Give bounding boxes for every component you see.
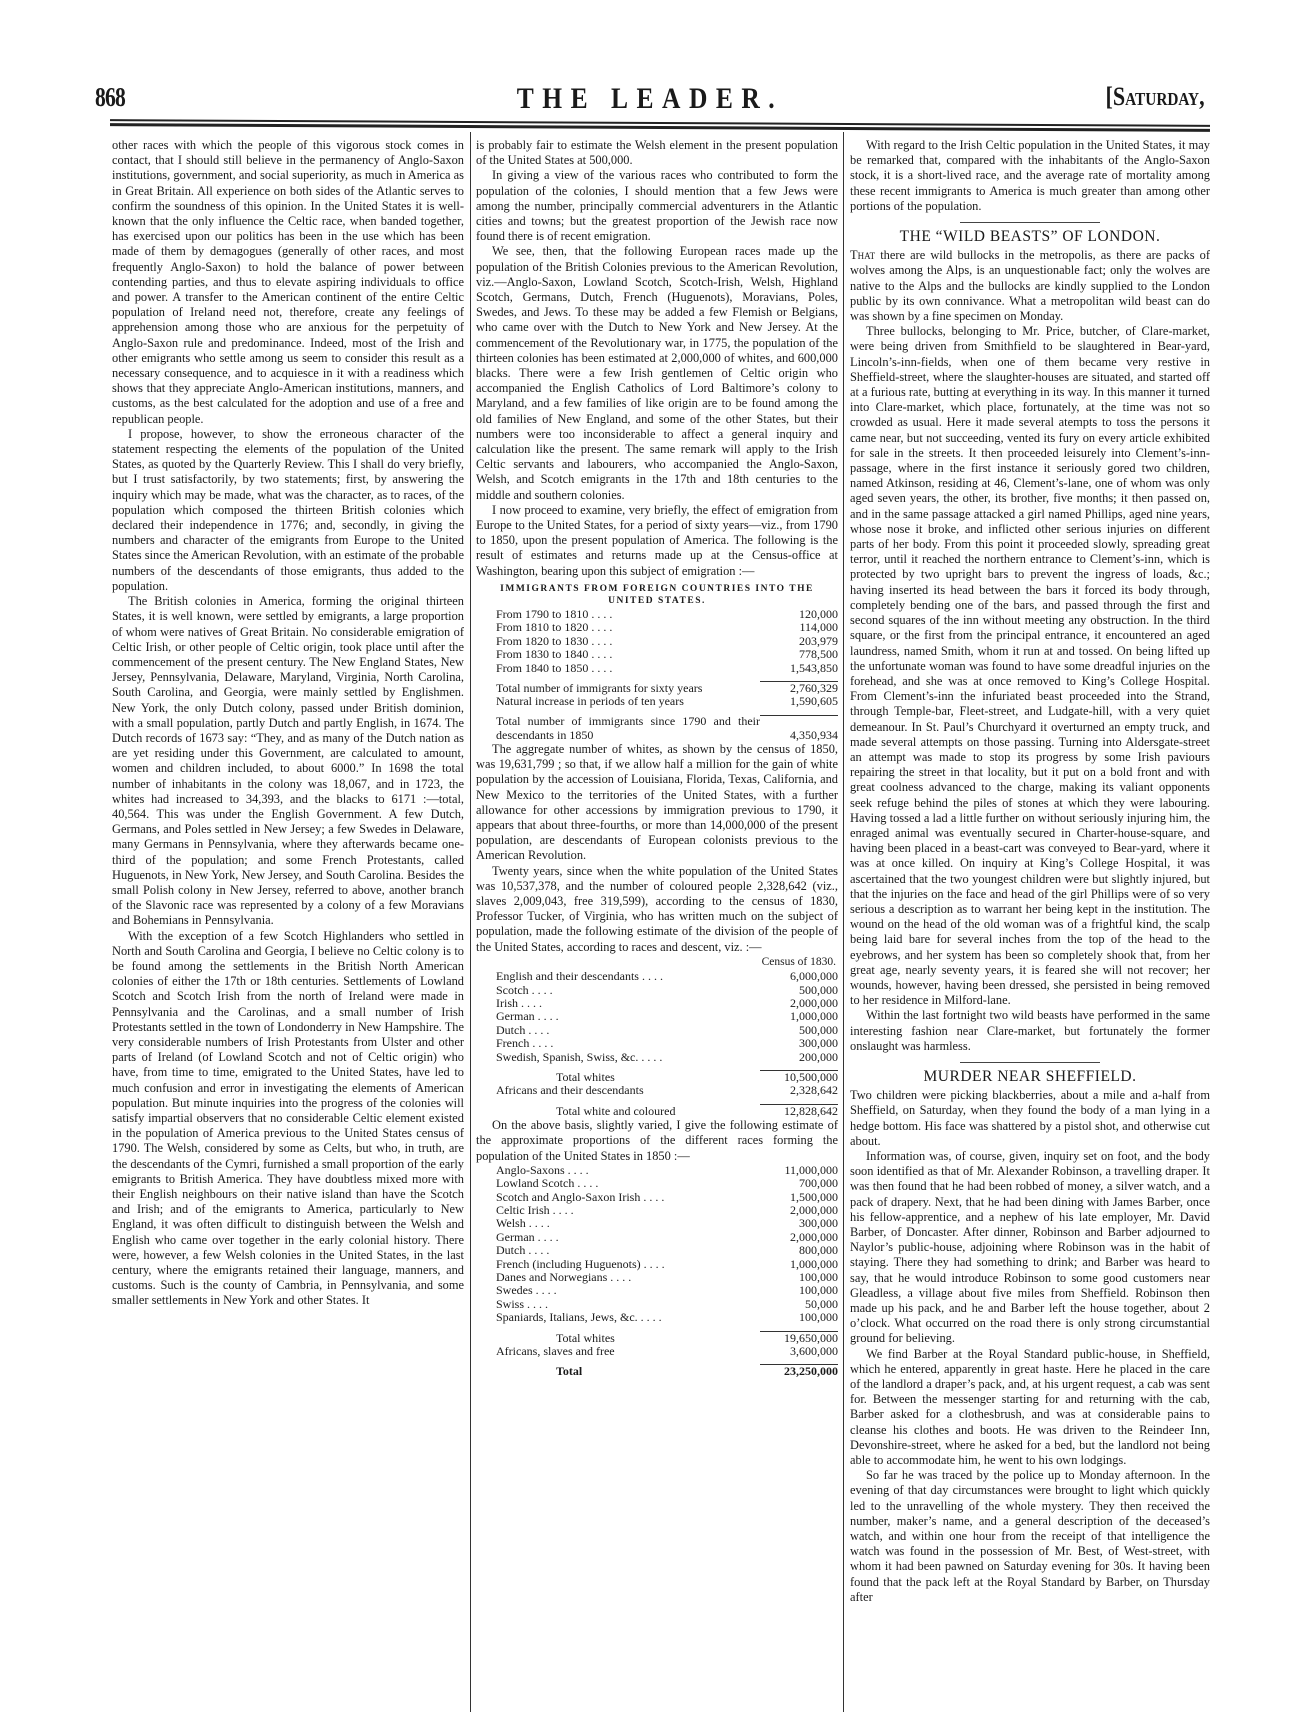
table-row (476, 608, 838, 621)
table-label: French (including Huguenots) . . . . (496, 1256, 665, 1271)
table-value: 4,350,934 (760, 715, 838, 742)
table-value: 2,328,642 (790, 1083, 838, 1098)
masthead (95, 82, 1205, 118)
estimate-1850-table (476, 1164, 838, 1379)
paragraph: With the exception of a few Scotch Highlanders who settled in North and South Carolina and Georgia, I believe no Celtic colony is to be found among the settlements in the British North American colonies of either the 17th or 18th centuries. Settlements of Lowland Scotch and Scotch Irish from the north of Ireland were made in Pennsylvania and the Carolinas, and a small number of Irish Protestants settled in the town of Londonderry in New Hampshire. The very considerable numbers of Irish Protestants from Ulster and other parts of Ireland (of Lowland Scotch and not of Celtic origin) who have, from time to time, emigrated to the United States, have led to much confusion and error in investigating the elements of American population. But minute inquiries into the progress of the colonies will satisfy impartial observers that no considerable Celtic element existed in the population of America previous to the United States census of 1790. The Welsh, considered by some as Celts, but who, in truth, are the descendants of the Cymri, furnished a small proportion of the early emigrants to British America. They have doubtless mixed more with their English neighbours on their native island than have the Scotch and Irish; and of the emigrants to America, particularly to New England, it was often difficult to distinguish between the Welsh and English who came over together in the early colonial history. There were, however, a few Welsh colonies in the United States, in the last century, where the emigrants retained their language, manners, and customs. Such is the county of Cambria, in Pennsylvania, and some smaller settlements in New York and other States. It (112, 928, 464, 1308)
paragraph: Twenty years, since when the white population of the United States was 10,537,378, and the number of coloured people 2,328,642 (viz., slaves 2,009,043, free 319,599), according to the census of 1830, Professor Tucker, of Virginia, who has written much on the subject of population, made the following estimate of the division of the people of the United States, according to races and descent, viz. :— (476, 863, 838, 954)
paragraph: In giving a view of the various races who contributed to form the population of the colonies, I should mention that a few Jews were among the number, principally commercial adventurers in the Atlantic cities and towns; but the greatest proportion of the Jewish race now found there is of recent emigration. (476, 168, 838, 244)
paragraph: Within the last fortnight two wild beasts have performed in the same interesting fashion near Clare-market, but fortunately the former onslaught was harmless. (850, 1008, 1210, 1053)
paragraph: With regard to the Irish Celtic population in the United States, it may be remarked that, compared with the inhabitants of the Anglo-Saxon stock, it is a short-lived race, and the average rate of mortality among these recent immigrants to America is much greater than among other portions of the population. (850, 138, 1210, 213)
table-label: Spaniards, Italians, Jews, &c. . . . . (496, 1310, 662, 1325)
table-label: Dutch . . . . (496, 1022, 550, 1037)
article-headline: THE “WILD BEASTS” OF LONDON. (899, 228, 1161, 246)
table-label: Scotch . . . . (496, 982, 553, 997)
table-row (476, 970, 838, 983)
table-value: 300,000 (799, 1036, 838, 1051)
paragraph: The aggregate number of whites, as shown by the census of 1850, was 19,631,799 ; so that, if we allow half a million for the gain of white population by the accession of Louisiana, Florida, Texas, California, and New Mexico to the territories of the United States, with a further allowance for other accessions by immigration previous to 1790, it appears that about three-fourths, or more than 14,000,000 of the present population, are descendants of European colonists previous to the American Revolution. (476, 742, 838, 863)
table-row (476, 1051, 838, 1064)
table-label: Irish . . . . (496, 995, 542, 1010)
table-value: 23,250,000 (760, 1365, 838, 1379)
table-label: Lowland Scotch . . . . (496, 1176, 599, 1191)
newspaper-title: THE LEADER. (516, 82, 784, 115)
paragraph: I now proceed to examine, very briefly, the effect of emigration from Europe to the United States, for a period of sixty years—viz., from 1790 to 1850, upon the present population of America. The following is the result of estimates and returns made up at the Census-office at Washington, bearing upon this subject of emigration :— (476, 502, 838, 578)
table-label: Total white and coloured (556, 1103, 676, 1118)
table-value: 50,000 (805, 1296, 838, 1311)
table-row (476, 635, 838, 648)
table-value: 100,000 (799, 1283, 838, 1298)
table-row (476, 1164, 838, 1177)
table-label: German . . . . (496, 1009, 559, 1024)
table-label: Scotch and Anglo-Saxon Irish . . . . (496, 1189, 665, 1204)
table-value: 1,000,000 (790, 1256, 838, 1271)
table-row (476, 1311, 838, 1324)
column-divider (470, 132, 471, 1712)
article-headline: MURDER NEAR SHEFFIELD. (923, 1067, 1137, 1085)
paragraph: We see, then, that the following European races made up the population of the British Colonies previous to the American Revolution, viz.—Anglo-Saxon, Lowland Scotch, Scotch-Irish, Welsh, Highland Scotch, Germans, Dutch, French (Huguenots), Moravians, Poles, Swedes, and Jews. To these may be added a few Flemish or Belgians, who came over with the Dutch to New York and New Jersey. At the commencement of the Revolutionary war, in 1775, the population of the thirteen colonies has been estimated at 2,000,000 of whites, and 600,000 blacks. There were a few Irish gentlemen of Celtic origin who accompanied the English Catholics of Lord Baltimore’s colony to Maryland, and a few families of like origin are to be found among the old families of New England, and some of the other States, but their numbers were too inconsiderable to affect a general inquiry and calculation like the present. The same remark will apply to the Irish Celtic servants and labourers, who accompanied the Anglo-Saxon, Welsh, and Scotch emigrants in the 17th and 18th centuries to the middle and southern colonies. (476, 244, 838, 502)
table-row (476, 984, 838, 997)
table-label: Anglo-Saxons . . . . (496, 1162, 589, 1177)
table-value: 500,000 (799, 1022, 838, 1037)
masthead-rule (110, 119, 1210, 132)
table-row (476, 1217, 838, 1230)
section-divider (960, 1062, 1100, 1063)
table-label: From 1840 to 1850 . . . . (496, 660, 613, 675)
paragraph: Three bullocks, belonging to Mr. Price, butcher, of Clare-market, were being driven from Smithfield to be slaughtered in Bear-yard, Lincoln’s-inn-fields, when one of them became very restive in Sheffield-street, where the slaughter-houses are situated, and started off at a furious rate, butting at everything in its way. In this manner it turned into Clare-market, which place, fortunately, at the time was not so crowded as usual. Here it made several atempts to toss the persons it came near, but not succeeding, vented its fury on every article exhibited for sale in the streets. It then proceeded leisurely into Clement’s-inn-passage, where in the first instance it seriously gored two children, named Atkinson, residing at 46, Clement’s-lane, one of whom was only aged seven years, the other, its brother, five months; it then passed on, and in the same passage attacked a girl named Phillips, aged nine years, whose nose it broke, and inflicted other serious injuries on different parts of her body. From this point it proceeded slowly, spreading great terror, until it reached the northern entrance to Clement’s-inn, which is protected by two upright bars to prevent the ingress of loads, &c.; having inserted its head between the bars it forced its body through, completely bending one of the bars, and passed through the first and second squares of the inn without meeting any obstruction. In the third square, or the first from the principal entrance, it encountered an aged laundress, named Smith, whom it run at and tossed. On being lifted up the unfortunate woman was found to have some dreadful injuries on the forehead, and she was at once removed to King’s College Hospital. From Clement’s-inn the infuriated beast proceeded into the Strand, through Temple-bar, Fleet-street, and Ludgate-hill, with a very quiet demeanour. In St. Paul’s Churchyard it overturned an empty truck, and made several attempts on those passing. Turning into Aldersgate-street an attempt was made to stop its progress by some Irish paviours repairing the street in that locality, but it put on a bold front and with great coolness advanced to the charge, making its valiant opponents seek refuge behind the piles of stones at which they were labouring. Having tossed a lad a little further on without seriously injuring him, the enraged animal was eventually secured in Charter-house-square, and having been placed in a beast-cart was conveyed to Bear-yard, where it was at once killed. On inquiry at King’s College Hospital, it was ascertained that the two youngest children were but slightly injured, but that the injuries on the face and head of the girl Phillips were of so very serious a description as to warrant her being kept in the institution. The wound on the head of the old woman was of a frightful kind, the scalp being laid bare for several inches from the top of the head to the eyebrows, and her system has been so completely shook that, from her great age, nearly seventy years, it is feared she will not recover; her wounds, however, having been dressed, she persisted in being removed to her residence in Milford-lane. (850, 324, 1210, 1008)
table-label: Welsh . . . . (496, 1216, 550, 1231)
page-number: 868 (95, 82, 125, 112)
table-value: 300,000 (799, 1216, 838, 1231)
table-row (476, 621, 838, 634)
paragraph: That there are wild bullocks in the metropolis, as there are packs of wolves among the Alps, is an unquestionable fact; only the wolves are native to the Alps and the bullocks are kindly supplied to the London public by its own connivance. What a metropolitan wild beast can do was shown by a fine specimen on Monday. (850, 248, 1210, 324)
table-row (476, 1024, 838, 1037)
table-label: English and their descendants . . . . (496, 969, 663, 984)
table-value: 203,979 (799, 633, 838, 648)
table-value: 11,000,000 (784, 1162, 838, 1177)
table-value: 778,500 (799, 647, 838, 662)
table-label: Total number of immigrants since 1790 and their descendants in 1850 (496, 714, 760, 742)
table-label: French . . . . (496, 1036, 554, 1051)
table-row (476, 1244, 838, 1257)
column-divider (843, 132, 844, 1712)
table-row (476, 1010, 838, 1023)
census-1830-table (476, 970, 838, 1118)
table-label: Celtic Irish . . . . (496, 1202, 574, 1217)
table-value: 100,000 (799, 1310, 838, 1325)
table-value: 12,828,642 (760, 1104, 838, 1118)
table-value: 1,590,605 (790, 694, 838, 709)
column-3 (850, 138, 1210, 1605)
table-label: Total whites (556, 1330, 615, 1345)
table-label: Swedes . . . . (496, 1283, 557, 1298)
paragraph: Two children were picking blackberries, about a mile and a-half from Sheffield, on Saturday, when they found the body of a man lying in a hedge bottom. His face was shattered by a pistol shot, and otherwise cut about. (850, 1088, 1210, 1148)
table-value: 2,000,000 (790, 995, 838, 1010)
table-label: Africans, slaves and free (496, 1344, 615, 1359)
table-label: Swedish, Spanish, Swiss, &c. . . . . (496, 1049, 663, 1064)
table-row (476, 1258, 838, 1271)
table-row (476, 662, 838, 675)
census-1830-header: Census of 1830. (761, 955, 836, 968)
paragraph: On the above basis, slightly varied, I give the following estimate of the approximate proportions of the different races forming the population of the United States in 1850 :— (476, 1118, 838, 1163)
immigration-table-title: IMMIGRANTS FROM FOREIGN COUNTRIES INTO THE UNITED STATES. (500, 583, 814, 606)
table-row (476, 1271, 838, 1284)
table-label: From 1820 to 1830 . . . . (496, 633, 613, 648)
table-label: Total whites (556, 1069, 615, 1084)
table-value: 2,000,000 (790, 1229, 838, 1244)
table-label: Swiss . . . . (496, 1296, 549, 1311)
paragraph: The British colonies in America, forming the original thirteen States, it is well known, were settled by emigrants, a large proportion of whom were natives of Great Britain. No considerable emigration of Celtic Irish, or other people of Celtic origin, took place until after the commencement of the present century. The New England States, New Jersey, Pennsylvania, Delaware, Maryland, Virginia, North Carolina, South Carolina, and Georgia, were mainly settled by Englishmen. New York, the only Dutch colony, passed under British dominion, with a small population, partly Dutch and partly English, in 1674. The Dutch records of 1673 say: “They, and as many of the Dutch nation as are yet residing under this Government, are calculated to amount, women and children included, to about 6000.” In 1698 the total number of inhabitants in the colony was 18,067, and in 1723, the whites had increased to 34,393, and the blacks to 6171 :—total, 40,564. This was under the English Government. A few Dutch, Germans, and Poles settled in New Jersey; a few Swedes in Delaware, many Germans in Pennsylvania, where they afterwards became one-third of the population; and some French Protestants, called Huguenots, in New York, New Jersey, and South Carolina. Besides the small Polish colony in New Jersey, referred to above, another branch of the Slavonic race was represented by a colony of a few Moravians and Bohemians in Pennsylvania. (112, 594, 464, 928)
table-value: 3,600,000 (790, 1344, 838, 1359)
table-value: 2,000,000 (790, 1202, 838, 1217)
table-value: 1,543,850 (790, 660, 838, 675)
table-label: German . . . . (496, 1229, 559, 1244)
table-label: From 1810 to 1820 . . . . (496, 620, 613, 635)
table-label: Dutch . . . . (496, 1243, 550, 1258)
table-value: 1,500,000 (790, 1189, 838, 1204)
table-row (476, 1191, 838, 1204)
table-label: Africans and their descendants (496, 1083, 644, 1098)
paragraph: So far he was traced by the police up to Monday afternoon. In the evening of that day circumstances were brought to light which quickly led to the unravelling of the whole mystery. They then received the number, maker’s name, and a general description of the deceased’s watch, and within one hour from the receipt of that intelligence the watch was found in the possession of Mr. Best, of West-street, with whom it had been pawned on Saturday evening for 30s. It having been found that the pack left at the Royal Standard by Barber, on Thursday after (850, 1468, 1210, 1604)
paragraph: Information was, of course, given, inquiry set on foot, and the body soon identified as that of Mr. Alexander Robinson, a travelling draper. It was then found that he had been robbed of money, a silver watch, and a pack of drapery. Next, that he had been dining with James Barber, once his fellow-apprentice, and a nephew of his late employer, Mr. David Barber, of Doncaster. After dinner, Robinson and Barber adjourned to Naylor’s public-house, adjoining where Robinson was in the habit of staying. There they had something to drink; and Barber was heard to say, that he would introduce Robinson to some good customers near Gleadless, a village about five miles from Sheffield. Robinson then made up his pack, and he and Barber left the house together, about 2 o’clock. What occurred on the road there is only strong circumstantial ground for believing. (850, 1149, 1210, 1346)
table-value: 19,650,000 (760, 1331, 838, 1345)
table-value: 1,000,000 (790, 1009, 838, 1024)
table-label: Total number of immigrants for sixty years (496, 680, 703, 695)
table-value: 700,000 (799, 1176, 838, 1191)
table-label: From 1790 to 1810 . . . . (496, 606, 613, 621)
table-row (476, 1231, 838, 1244)
table-row (476, 1298, 838, 1311)
column-1 (112, 138, 464, 1309)
immigration-table (476, 608, 838, 742)
table-value: 2,760,329 (760, 681, 838, 695)
table-label: From 1830 to 1840 . . . . (496, 647, 613, 662)
column-2 (476, 138, 838, 1379)
table-row (476, 1177, 838, 1190)
lead-word: That (850, 248, 876, 263)
table-row (476, 1037, 838, 1050)
table-label: Natural increase in periods of ten years (496, 694, 684, 709)
table-value: 100,000 (799, 1270, 838, 1285)
table-value: 200,000 (799, 1049, 838, 1064)
paragraph: other races with which the people of this vigorous stock comes in contact, that I should still believe in the permanency of Anglo-Saxon institutions, government, and social superiority, as much in America as in Great Britain. All experience on both sides of the Atlantic serves to confirm the soundness of this opinion. In the United States it is well-known that the only influence the Celtic race, when banded together, has exercised upon our politics has been in the use which has been made of them by demagogues (generally of other races, and most frequently Anglo-Saxon) to hold the balance of power between contending parties, and thus to elevate aspiring individuals to office and power. A transfer to the American continent of the entire Celtic population of Ireland need not, therefore, create any feelings of apprehension among those who are anxious for the perpetuity of Anglo-Saxon rule and predominance. Indeed, most of the Irish and other emigrants who settle among us seem to consider this result as a necessary consequence, and to acquiesce in it with a readiness which shows that they appreciate Anglo-American institutions, manners, and customs, as the best calculated for the adoption and use of a free and republican people. (112, 138, 464, 426)
table-row (476, 1284, 838, 1297)
table-value: 10,500,000 (760, 1070, 838, 1084)
table-value: 500,000 (799, 982, 838, 997)
table-row (476, 997, 838, 1010)
table-label: Danes and Norwegians . . . . (496, 1270, 632, 1285)
table-value: 114,000 (799, 620, 838, 635)
table-row (476, 1204, 838, 1217)
paragraph: We find Barber at the Royal Standard public-house, in Sheffield, which he entered, apparently in great haste. Here he placed in the care of the landlord a draper’s pack, and, at his urgent request, a cab was sent for. Between the messenger starting for and returning with the cab, Barber asked for a clothesbrush, and was at considerable pains to cleanse his clothes and boots. He was driven to the Reindeer Inn, Devonshire-street, where he asked for a bed, but the landlord not being able to accommodate him, he went to his own lodgings. (850, 1346, 1210, 1468)
table-value: 800,000 (799, 1243, 838, 1258)
table-label: Total (556, 1364, 583, 1379)
table-value: 6,000,000 (790, 969, 838, 984)
paragraph: is probably fair to estimate the Welsh element in the present population of the United States at 500,000. (476, 138, 838, 168)
table-value: 120,000 (799, 606, 838, 621)
section-divider (960, 222, 1100, 223)
paragraph: I propose, however, to show the erroneous character of the statement respecting the elements of the population of the United States, as quoted by the Quarterly Review. This I shall do very briefly, but I trust satisfactorily, by two statements; first, by answering the inquiry which may be made, what was the character, as to races, of the population which composed the thirteen British colonies which declared their independence in 1776; and, secondly, in giving the numbers and character of the emigrants from Europe to the United States since the American Revolution, with an estimate of the probable numbers of the descendants of those emigrants, thus added to the population. (112, 426, 464, 593)
table-row (476, 648, 838, 661)
issue-day: [Saturday, (1105, 82, 1205, 111)
